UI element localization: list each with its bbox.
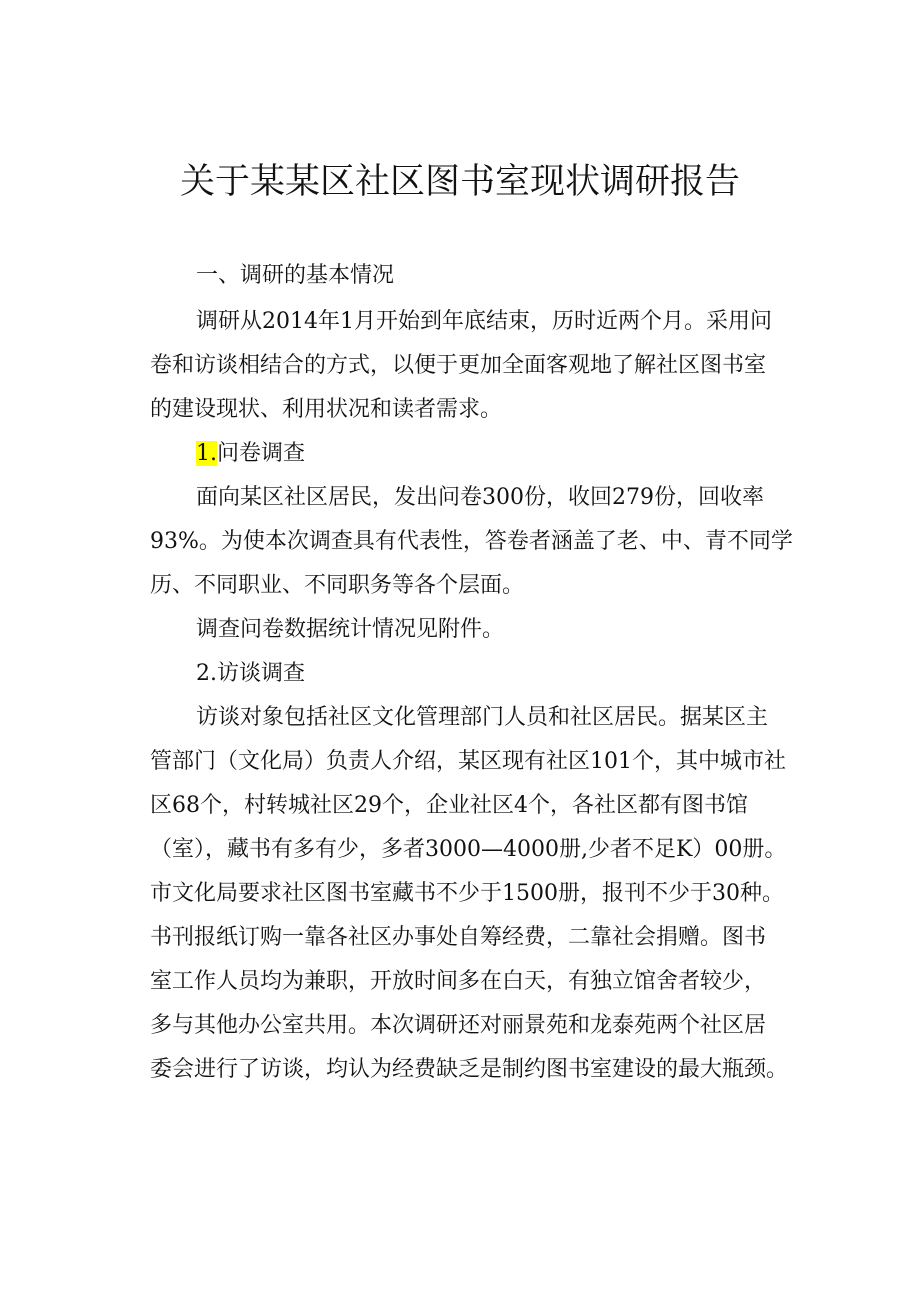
questionnaire-line-3: 历、不同职业、不同职务等各个层面。 xyxy=(150,573,525,598)
interview-line-9: 委会进行了访谈，均认为经费缺乏是制约图书室建设的最大瓶颈。 xyxy=(150,1057,789,1082)
interview-line-1: 访谈对象包括社区文化管理部门人员和社区居民。据某区主 xyxy=(196,705,769,730)
highlighted-number: 1. xyxy=(196,441,217,466)
interview-line-7: 室工作人员均为兼职，开放时间多在白天，有独立馆舍者较少， xyxy=(150,969,767,994)
intro-line-1: 调研从2014年1月开始到年底结束，历时近两个月。采用问 xyxy=(196,309,772,334)
subheading-questionnaire-label: 问卷调查 xyxy=(217,441,306,466)
questionnaire-line-1: 面向某区社区居民，发出问卷300份，收回279份，回收率 xyxy=(196,485,764,510)
subheading-questionnaire xyxy=(196,432,305,476)
interview-line-6: 书刊报纸订购一靠各社区办事处自筹经费，二靠社会捐赠。图书 xyxy=(150,925,767,950)
document-title: 关于某某区社区图书室现状调研报告 xyxy=(179,162,740,202)
interview-line-8: 多与其他办公室共用。本次调研还对丽景苑和龙泰苑两个社区居 xyxy=(150,1013,767,1038)
intro-line-2: 卷和访谈相结合的方式，以便于更加全面客观地了解社区图书室 xyxy=(150,353,767,378)
interview-line-3: 区68个，村转城社区29个，企业社区4个，各社区都有图书馆 xyxy=(150,793,748,818)
subheading-interview: 2.访谈调查 xyxy=(196,661,305,686)
questionnaire-note: 调查问卷数据统计情况见附件。 xyxy=(196,617,505,642)
questionnaire-line-2: 93%。为使本次调查具有代表性，答卷者涵盖了老、中、青不同学 xyxy=(150,529,793,554)
interview-line-4: （室），藏书有多有少，多者3000—4000册,少者不足K）00册。 xyxy=(150,837,787,862)
interview-line-2: 管部门（文化局）负责人介绍，某区现有社区101个，其中城市社 xyxy=(150,749,786,774)
section-heading-basic-situation: 一、调研的基本情况 xyxy=(196,263,395,288)
intro-line-3: 的建设现状、利用状况和读者需求。 xyxy=(150,397,503,422)
interview-line-5: 市文化局要求社区图书室藏书不少于1500册，报刊不少于30种。 xyxy=(150,881,784,906)
